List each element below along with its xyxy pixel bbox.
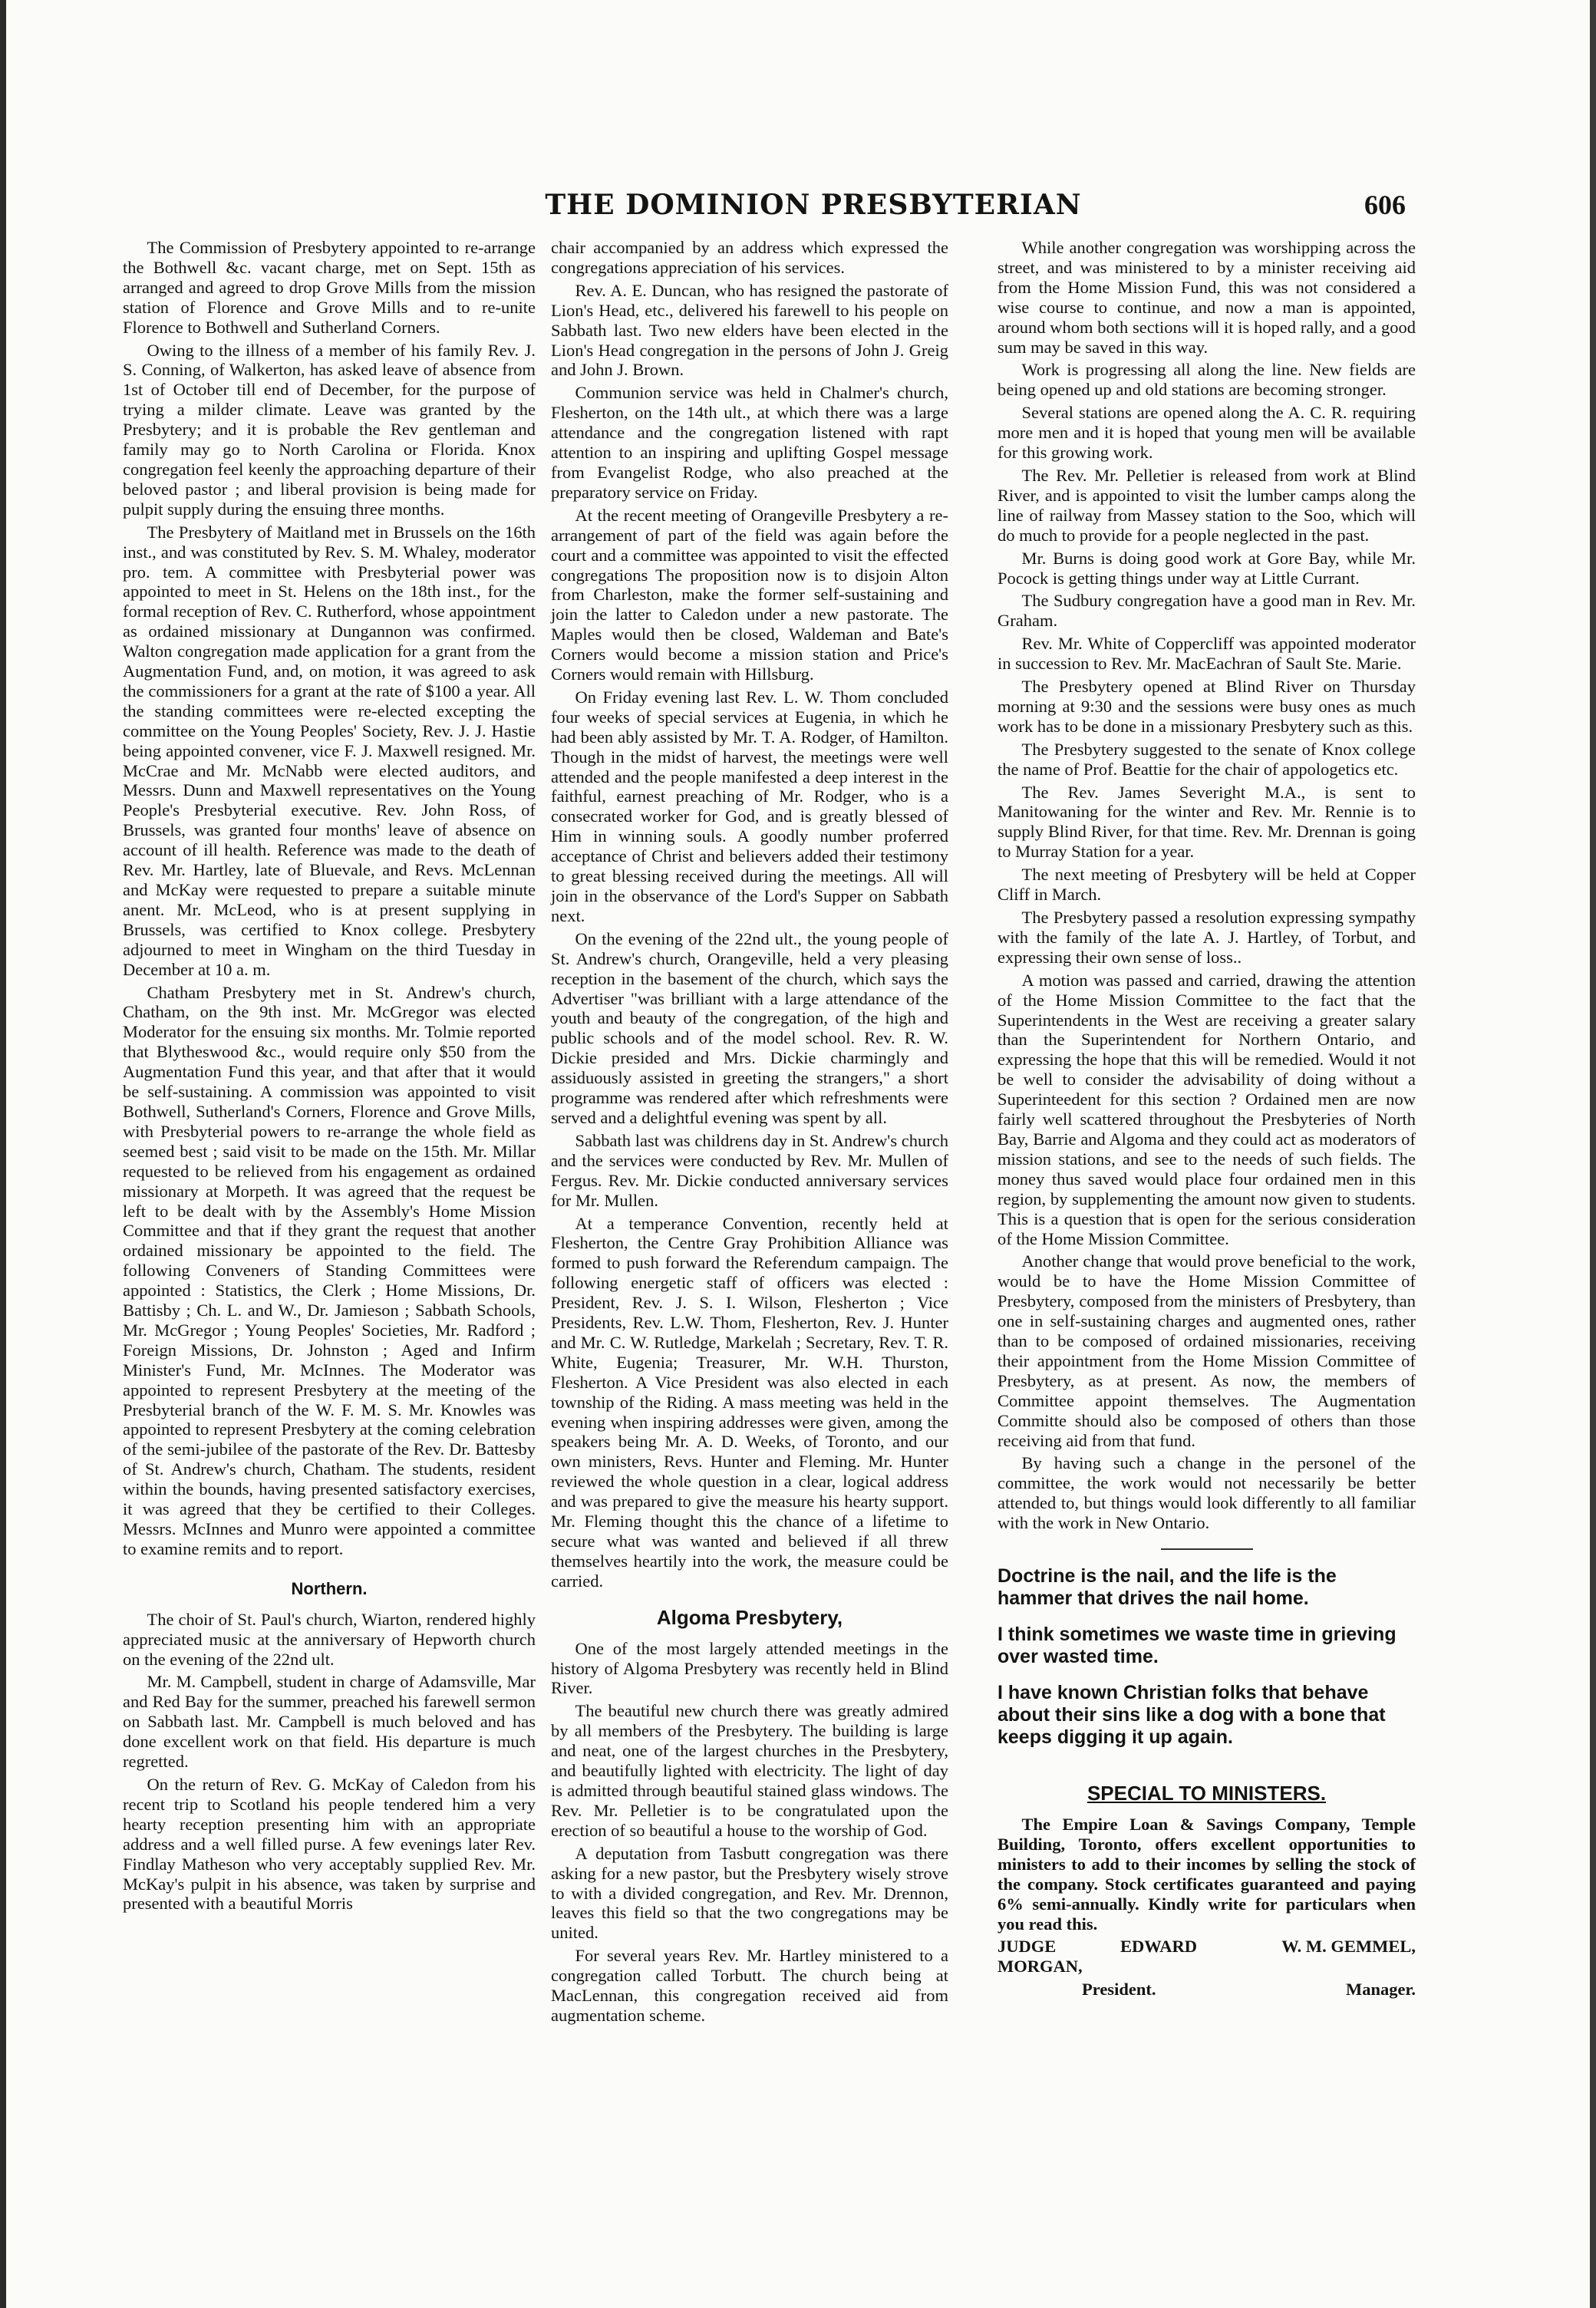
- signature-name: W. M. GEMMEL,: [1281, 1937, 1416, 1957]
- paragraph: At a temperance Convention, recently held at Flesherton, the Centre Gray Prohibition Alliance was formed to push forward the Referendum campaign. The following energetic staff of officers was elected : President, Rev. J. S. I. Wilson, Flesherton ; Vice Presidents, Rev. L.W. Thom, Flesherton, Rev. J. Hunter and Mr. C. W. Rutledge, Markelah ; Secretary, Rev. T. R. White, Eugenia; Treasurer, Mr. W.H. Thurston, Flesherton. A Vice President was also elected in each township of the Riding. A mass meeting was held in the evening when inspiring addresses were given, among the speakers being Mr. A. D. Weeks, of Toronto, and our own ministers, Revs. Hunter and Fleming. Mr. Hunter reviewed the whole question in a clear, logical address and was prepared to give the measure his hearty support. Mr. Fleming thought this the chance of a lifetime to secure what was wanted and believed if all threw themselves heartily into the work, the measure could be carried.: [551, 1213, 948, 1591]
- paragraph: The Presbytery of Maitland met in Brussels on the 16th inst., and was constituted by Rev. S. M. Whaley, moderator pro. tem. A committee with Presbyterial power was appointed to meet in St. Helens on the 18th inst., for the formal reception of Rev. C. Rutherford, whose appointment as ordained missionary at Dungannon was confirmed. Walton congregation made application for a grant from the Augmentation Fund, and, on motion, it was agreed to ask the commissioners for a grant at the rate of $100 a year. All the standing committees were re-elected excepting the committee on the Young Peoples' Society, Rev. J. J. Hastie being appointed convener, vice F. J. Maxwell resigned. Mr. McCrae and Mr. McNabb were elected auditors, and Messrs. Dunn and Maxwell representatives on the Young People's Presbyterial executive. Rev. John Ross, of Brussels, was granted four months' leave of absence on account of ill health. Reference was made to the death of Rev. Mr. Hartley, late of Bluevale, and Revs. McLennan and McKay were requested to prepare a suitable minute anent. Mr. McLeod, who is at present supplying in Brussels, was certified to Knox college. Presbytery adjourned to meet in Wingham on the third Tuesday in December at 10 a. m.: [123, 522, 536, 979]
- paragraph: Mr. Burns is doing good work at Gore Bay, while Mr. Pocock is getting things under way at Little Currant.: [998, 548, 1416, 588]
- paragraph: On the evening of the 22nd ult., the young people of St. Andrew's church, Orangeville, held a very pleasing reception in the basement of the church, which says the Advertiser "was brilliant with a large attendance of the youth and beauty of the congregation, of the high and public schools and of the model school. Rev. R. W. Dickie presided and Mrs. Dickie charmingly and assiduously assisted in greeting the strangers," a short programme was rendered after which refreshments were served and a delightful evening was spent by all.: [551, 928, 948, 1127]
- paragraph: The Presbytery passed a resolution expressing sympathy with the family of the late A. J. Hartley, of Torbut, and expressing their own sense of loss..: [998, 908, 1416, 967]
- divider: [1161, 1548, 1253, 1550]
- paragraph: While another congregation was worshipping across the street, and was ministered to by a minister receiving aid from the Home Mission Fund, this was not considered a wise course to continue, and now a man is appointed, around whom both sections will it is hoped rally, and a good sum may be saved in this way.: [998, 238, 1416, 357]
- paragraph: The beautiful new church there was greatly admired by all members of the Presbytery. The building is large and neat, one of the largest churches in the Presbytery, and beautifully lighted with electricity. The light of day is admitted through beautiful stained glass windows. The Rev. Mr. Pelletier is to be congratulated upon the erection of so beautiful a house to the worship of God.: [551, 1701, 948, 1840]
- paragraph: By having such a change in the personel of the committee, the work would not necessarily be better attended to, but things would look differently to all familiar with the work in New Ontario.: [998, 1453, 1416, 1533]
- paragraph: The Presbytery suggested to the senate of Knox college the name of Prof. Beattie for the chair of appologetics etc.: [998, 739, 1416, 779]
- paragraph: On Friday evening last Rev. L. W. Thom concluded four weeks of special services at Eugenia, in which he had been ably assisted by Mr. T. A. Rodger, of Hamilton. Though in the midst of harvest, the meetings were well attended and the people manifested a deep interest in the faithful, earnest preaching of Mr. Rodger, who is a consecrated worker for God, and is greatly blessed of Him in winning souls. A goodly number proferred acceptance of Christ and believers added their testimony to great blessing received during the meetings. All will join in the observance of the Lord's Supper on Sabbath next.: [551, 687, 948, 925]
- saying: I think sometimes we waste time in grieving over wasted time.: [998, 1624, 1396, 1668]
- saying: I have known Christian folks that behave about their sins like a dog with a bone that keeps digging it up again.: [998, 1682, 1386, 1749]
- paragraph: Mr. M. Campbell, student in charge of Adamsville, Mar and Red Bay for the summer, preached his farewell sermon on Sabbath last. Mr. Campbell is much beloved and has done excellent work on that field. His departure is much regretted.: [123, 1672, 536, 1772]
- paragraph: Another change that would prove beneficial to the work, would be to have the Home Mission Committee of Presbytery, composed from the ministers of Presbytery, than one in self-sustaining charges and augmented ones, rather than to be composed of ordained missionaries, receiving their appointment from the Home Mission Committee of Presbytery, as at present. As now, the members of Committee appoint themselves. The Augmentation Committe should also be composed of others than those receiving aid from that fund.: [998, 1251, 1416, 1450]
- ad-signature-titles: [998, 1980, 1416, 2000]
- paragraph: The Rev. Mr. Pelletier is released from work at Blind River, and is appointed to visit the lumber camps along the line of railway from Massey station to the Soo, which will do much to provide for a people neglected in the past.: [998, 465, 1416, 545]
- column-3: [998, 238, 1416, 2000]
- paragraph: chair accompanied by an address which expressed the congregations appreciation of his services.: [551, 238, 948, 277]
- section-heading-algoma: Algoma Presbytery,: [656, 1605, 843, 1629]
- paragraph: Communion service was held in Chalmer's church, Flesherton, on the 14th ult., at which there was a large attendance and the congregation listened with rapt attention to an inspiring and uplifting Gospel message from Evangelist Rodge, who also preached at the preparatory service on Friday.: [551, 383, 948, 502]
- paragraph: Chatham Presbytery met in St. Andrew's church, Chatham, on the 9th inst. Mr. McGregor was elected Moderator for the ensuing six months. Mr. Tolmie reported that Blytheswood &c., would require only $50 from the Augmentation Fund this year, and that after that it would be self-sustaining. A commission was appointed to visit Bothwell, Sutherland's Corners, Florence and Grove Mills, with Presbyterial powers to re-arrange the whole field as seemed best ; said visit to be made on the 15th. Mr. Millar requested to be relieved from his engagement as ordained missionary at Morpeth. It was agreed that the request be left to be dealt with by the Assembly's Home Mission Committee and that if they grant the request that another ordained missionary be appointed to the field. The following Conveners of Standing Committees were appointed : Statistics, the Clerk ; Home Missions, Dr. Battisby ; Ch. L. and W., Dr. Jamieson ; Sabbath Schools, Mr. McGregor ; Young Peoples' Societies, Mr. Radford ; Foreign Missions, Dr. Johnston ; Aged and Infirm Minister's Fund, Mr. McInnes. The Moderator was appointed to represent Presbytery at the meeting of the Presbyterial branch of the W. F. M. S. Mr. Knowles was appointed to represent Presbytery at the coming celebration of the semi-jubilee of the pastorate of the Rev. Dr. Battesby of St. Andrew's church, Chatham. The students, resident within the bounds, having presented satisfactory exercises, it was agreed that they be certified to their Colleges. Messrs. McInnes and Munro were appointed a committee to examine remits and to report.: [123, 982, 536, 1558]
- paragraph: The Commission of Presbytery appointed to re-arrange the Bothwell &c. vacant charge, met on Sept. 15th as arranged and agreed to drop Grove Mills from the mission station of Florence and Grove Mills and to re-unite Florence to Bothwell and Sutherland Corners.: [123, 238, 536, 337]
- paragraph: The Rev. James Severight M.A., is sent to Manitowaning for the winter and Rev. Mr. Rennie is to supply Blind River, for that time. Rev. Mr. Drennan is going to Murray Station for a year.: [998, 782, 1416, 862]
- paragraph: Rev. A. E. Duncan, who has resigned the pastorate of Lion's Head, etc., delivered his farewell to his people on Sabbath last. Two new elders have been elected in the Lion's Head congregation in the persons of John J. Greig and John J. Brown.: [551, 280, 948, 380]
- paragraph: Sabbath last was childrens day in St. Andrew's church and the services were conducted by Rev. Mr. Mullen of Fergus. Rev. Mr. Dickie conducted anniversary services for Mr. Mullen.: [551, 1130, 948, 1210]
- signature-title: Manager.: [1345, 1980, 1416, 2000]
- section-heading-northern: Northern.: [291, 1578, 368, 1598]
- paragraph: Rev. Mr. White of Coppercliff was appointed moderator in succession to Rev. Mr. MacEachran of Sault Ste. Marie.: [998, 634, 1416, 674]
- ad-heading: SPECIAL TO MINISTERS.: [1087, 1782, 1327, 1805]
- paragraph: On the return of Rev. G. McKay of Caledon from his recent trip to Scotland his people tendered him a very hearty reception presenting him with an appropriate address and a well filled purse. A few evenings later Rev. Findlay Matheson who very acceptably supplied Rev. Mr. McKay's pulpit in his absence, was taken by surprise and presented with a beautiful Morris: [123, 1774, 536, 1914]
- paragraph: A deputation from Tasbutt congregation was there asking for a new pastor, but the Presbytery wisely strove to with a divided congregation, and Rev. Mr. Drennon, leaves this field so that the two congregations may be united.: [551, 1843, 948, 1943]
- paragraph: At the recent meeting of Orangeville Presbytery a re-arrangement of part of the field was again before the court and a committee was appointed to visit the effected congregations The proposition now is to disjoin Alton from Charleston, make the former self-sustaining and join the latter to Caledon under a new pastorate. The Maples would then be closed, Waldeman and Bate's Corners would become a mission station and Price's Corners would remain with Hillsburg.: [551, 505, 948, 684]
- column-1: [123, 238, 536, 1917]
- page-number: 606: [1364, 190, 1406, 220]
- paragraph: One of the most largely attended meetings in the history of Algoma Presbytery was recently held in Blind River.: [551, 1638, 948, 1698]
- paragraph: The choir of St. Paul's church, Wiarton, rendered highly appreciated music at the anniversary of Hepworth church on the evening of the 22nd ult.: [123, 1609, 536, 1669]
- paragraph: Work is progressing all along the line. New fields are being opened up and old stations are becoming stronger.: [998, 360, 1416, 400]
- ad-signature-names: [998, 1937, 1416, 1977]
- paragraph: Owing to the illness of a member of his family Rev. J. S. Conning, of Walkerton, has asked leave of absence from 1st of October till end of December, for the purpose of trying a milder climate. Leave was granted by the Presbytery; and it is probable the Rev gentleman and family may go to North Carolina or Florida. Knox congregation feel keenly the approaching departure of their beloved pastor ; and liberal provision is being made for pulpit supply during the ensuing three months.: [123, 340, 536, 519]
- paragraph: The Presbytery opened at Blind River on Thursday morning at 9:30 and the sessions were busy ones as much work has to be done in a missionary Presbytery such as this.: [998, 677, 1416, 736]
- signature-title: President.: [1082, 1980, 1156, 2000]
- saying: Doctrine is the nail, and the life is the hammer that drives the nail home.: [998, 1565, 1337, 1610]
- scan-edge-left: [0, 0, 6, 2308]
- masthead: THE DOMINION PRESBYTERIAN: [545, 189, 1082, 221]
- column-2: [551, 238, 948, 2029]
- scan-edge-right: [1590, 0, 1596, 2308]
- paragraph: The next meeting of Presbytery will be held at Copper Cliff in March.: [998, 865, 1416, 905]
- paragraph: A motion was passed and carried, drawing the attention of the Home Mission Committee to the fact that the Superintendents in the West are receiving a greater salary than the Superintendent for Northern Ontario, and expressing the hope that this will be remedied. Would it not be well to consider the advisability of doing without a Superinteedent for this section ? Ordained men are now fairly well scattered throughout the Presbyteries of North Bay, Barrie and Algoma and they could act as moderators of mission stations, and see to the needs of such fields. The money thus saved would place four ordained men in this region, by supplementing the amount now given to students. This is a question that is open for the serious consideration of the Home Mission Committee.: [998, 970, 1416, 1248]
- paragraph: Several stations are opened along the A. C. R. requiring more men and it is hoped that young men will be available for this growing work.: [998, 403, 1416, 463]
- signature-name: JUDGE EDWARD MORGAN,: [998, 1937, 1197, 1977]
- paragraph: For several years Rev. Mr. Hartley ministered to a congregation called Torbutt. The church being at MacLennan, this congregation received aid from augmentation scheme.: [551, 1946, 948, 2025]
- paragraph: The Sudbury congregation have a good man in Rev. Mr. Graham.: [998, 591, 1416, 631]
- ad-text: The Empire Loan & Savings Company, Temple Building, Toronto, offers excellent opportunities to ministers to add to their incomes by selling the stock of the company. Stock certificates guaranteed and paying 6% semi-annually. Kindly write for particulars when you read this.: [998, 1815, 1416, 1934]
